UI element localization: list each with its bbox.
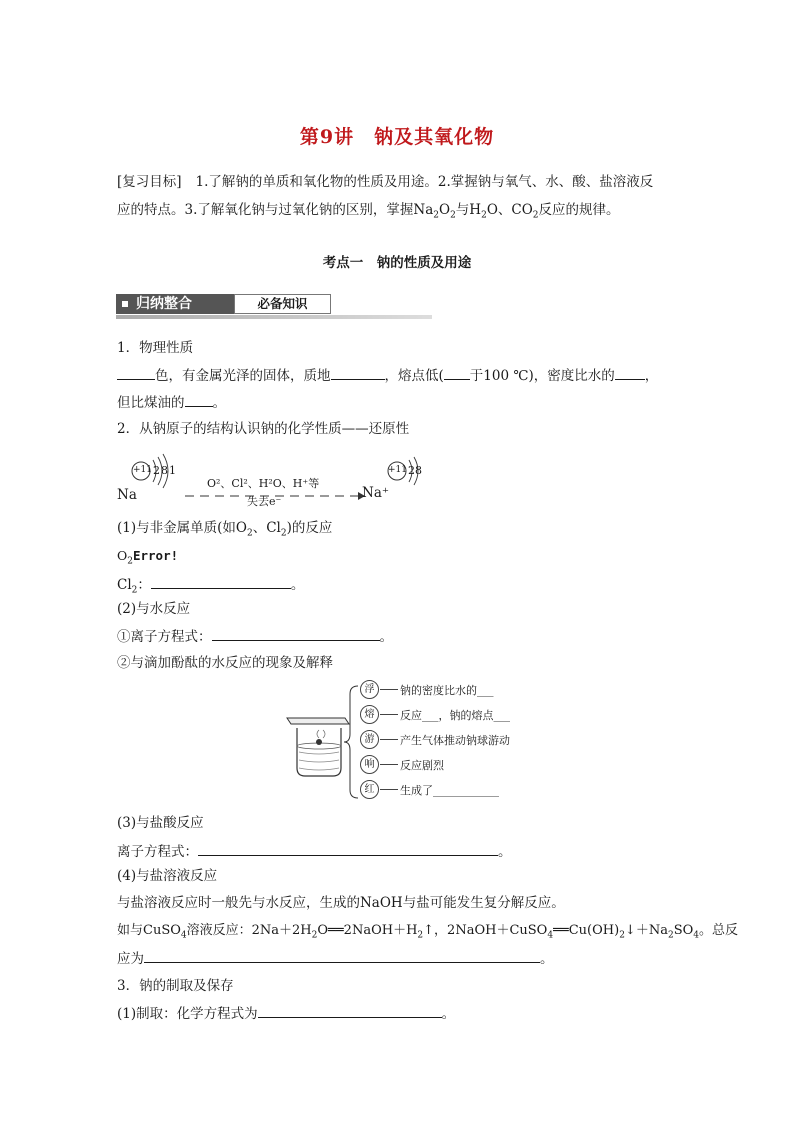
- na-left: Na: [117, 487, 137, 503]
- nucleus-left-label: +11: [133, 465, 152, 475]
- brace-icon: [342, 684, 362, 800]
- arrow-bottom-label: 失去e⁻: [247, 495, 282, 508]
- phenomena-list: [360, 680, 560, 800]
- phen-text: 产生气体推动钠球游动: [400, 734, 510, 747]
- section-banner: [116, 294, 432, 318]
- cl2-line: $Cl_2$： 。: [117, 574, 304, 601]
- shells-left-label: 281: [153, 464, 177, 477]
- connector: [380, 739, 398, 740]
- banner-bar: [116, 315, 432, 319]
- square-icon: [122, 301, 128, 307]
- phen-label: ②与滴加酚酞的水反应的现象及解释: [117, 655, 333, 671]
- circle-char: 红: [360, 780, 379, 799]
- p4-line-2: 如与CuSO$_4$溶液反应：$2Na+2H_2O══2NaOH+H_2↑$，$2NaOH+CuSO_4══Cu(OH)_2↓+Na_2SO_4$。总反: [117, 923, 739, 941]
- s2-p2: (2)与水反应: [117, 601, 191, 617]
- s2-p1: (1)与非金属单质(如$O_2$、$Cl_2$)的反应: [117, 520, 333, 539]
- blank[interactable]: [185, 392, 213, 407]
- phen-text: 生成了____________: [400, 784, 499, 797]
- error-text: Error!: [132, 548, 179, 563]
- goals-label: [复习目标]: [117, 174, 182, 190]
- connector: [380, 764, 398, 765]
- water-lines: [299, 752, 339, 770]
- na-right: Na⁺: [362, 485, 389, 501]
- circle-char: 响: [360, 755, 379, 774]
- blank[interactable]: [258, 1003, 442, 1018]
- connector: [380, 689, 398, 690]
- glass-plate: [287, 718, 349, 724]
- s1-heading: 1．物理性质: [117, 340, 194, 356]
- page-title: 第9讲 钠及其氧化物: [299, 126, 495, 148]
- banner-sub: 必备知识: [234, 294, 331, 314]
- s1-line-1: 色，有金属光泽的固体，质地 ，熔点低( 于100 ℃)，密度比水的 ，: [117, 365, 658, 386]
- s2-p4: (4)与盐溶液反应: [117, 868, 218, 884]
- p4-line-1: 与盐溶液反应时一般先与水反应，生成的NaOH与盐可能发生复分解反应。: [117, 895, 565, 911]
- o2-line: $O_2Error$!: [117, 548, 179, 567]
- blank[interactable]: [144, 948, 540, 963]
- phen-text: 反应剧烈: [400, 759, 444, 772]
- section-heading: 考点一 钠的性质及用途: [322, 255, 472, 271]
- p3-eq-line: 离子方程式： 。: [117, 841, 512, 862]
- blank[interactable]: [615, 365, 645, 380]
- gas-icon: [317, 730, 325, 738]
- blank[interactable]: [331, 365, 385, 380]
- s1-line-2: 但比煤油的 。: [117, 392, 226, 413]
- blank[interactable]: [444, 365, 470, 380]
- blank[interactable]: [151, 574, 291, 589]
- circle-char: 浮: [360, 680, 379, 699]
- goals-line-2: 应的特点。3.了解氧化钠与过氧化钠的区别，掌握$Na_2O_2$与$H_2O$、$CO_2$反应的规律。: [117, 202, 620, 221]
- s3-heading: 3．钠的制取及保存: [117, 978, 234, 994]
- goals-line-1: [117, 172, 653, 192]
- sodium-ball-icon: [316, 739, 322, 745]
- blank[interactable]: [198, 841, 498, 856]
- s3-p1: (1)制取：化学方程式为 。: [117, 1003, 455, 1024]
- banner-main: 归纳整合: [116, 294, 234, 314]
- goals-text-1: 1.了解钠的单质和氧化物的性质及用途。2.掌握钠与氧气、水、酸、盐溶液反: [195, 174, 654, 190]
- p4-line-3: 应为 。: [117, 948, 554, 969]
- phen-text: 反应___，钠的熔点___: [400, 709, 510, 722]
- blank[interactable]: [212, 626, 380, 641]
- shells-right-label: 28: [408, 464, 422, 477]
- connector: [380, 789, 398, 790]
- arrow-top-label: O²、Cl²、H²O、H⁺等: [207, 477, 320, 490]
- s2-heading: 2．从钠原子的结构认识钠的化学性质——还原性: [117, 421, 410, 437]
- phen-text: 钠的密度比水的___: [400, 684, 494, 697]
- circle-char: 游: [360, 730, 379, 749]
- connector: [380, 714, 398, 715]
- circle-char: 熔: [360, 705, 379, 724]
- blank[interactable]: [117, 365, 155, 380]
- s2-p3: (3)与盐酸反应: [117, 815, 204, 831]
- ion-line: ①离子方程式： 。: [117, 626, 393, 647]
- nucleus-right-label: +11: [388, 465, 407, 475]
